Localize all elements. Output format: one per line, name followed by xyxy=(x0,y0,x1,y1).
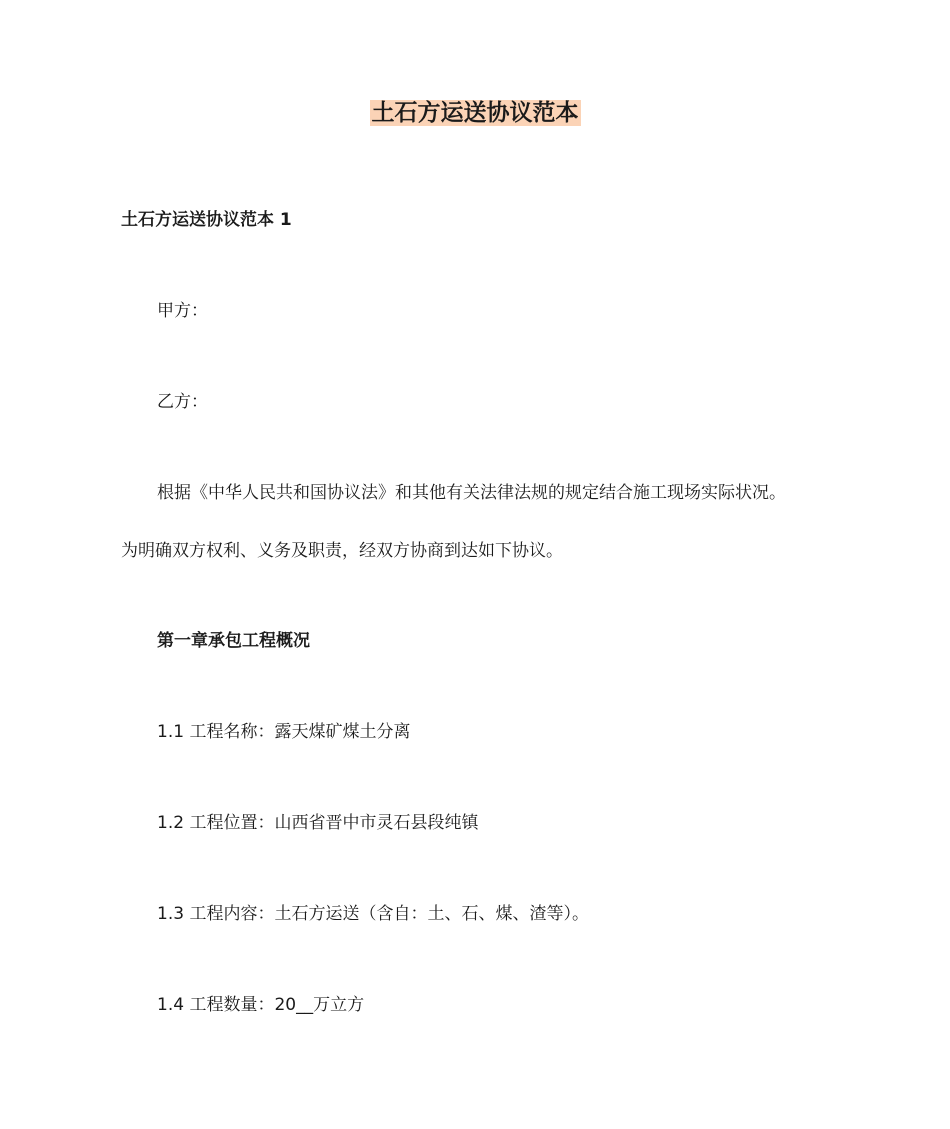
document-title xyxy=(0,96,950,130)
party-b-label: 乙方： xyxy=(157,392,208,412)
party-a-label: 甲方： xyxy=(157,301,208,321)
document-title-text: 土石方运送协议范本 xyxy=(371,100,579,126)
intro-paragraph-line-2: 为明确双方权利、义务及职责，经双方协商到达如下协议。 xyxy=(121,541,563,561)
intro-paragraph-line-1: 根据《中华人民共和国协议法》和其他有关法律法规的规定结合施工现场实际状况。 xyxy=(157,483,786,503)
list-item: 1.1 工程名称：露天煤矿煤土分离 xyxy=(157,722,411,742)
list-item: 1.2 工程位置：山西省晋中市灵石县段纯镇 xyxy=(157,813,479,833)
chapter-heading: 第一章承包工程概况 xyxy=(157,631,310,651)
list-item: 1.4 工程数量：20__万立方 xyxy=(157,995,365,1015)
list-item: 1.3 工程内容：土石方运送（含自：土、石、煤、渣等）。 xyxy=(157,904,589,924)
section-heading: 土石方运送协议范本 1 xyxy=(121,210,292,230)
